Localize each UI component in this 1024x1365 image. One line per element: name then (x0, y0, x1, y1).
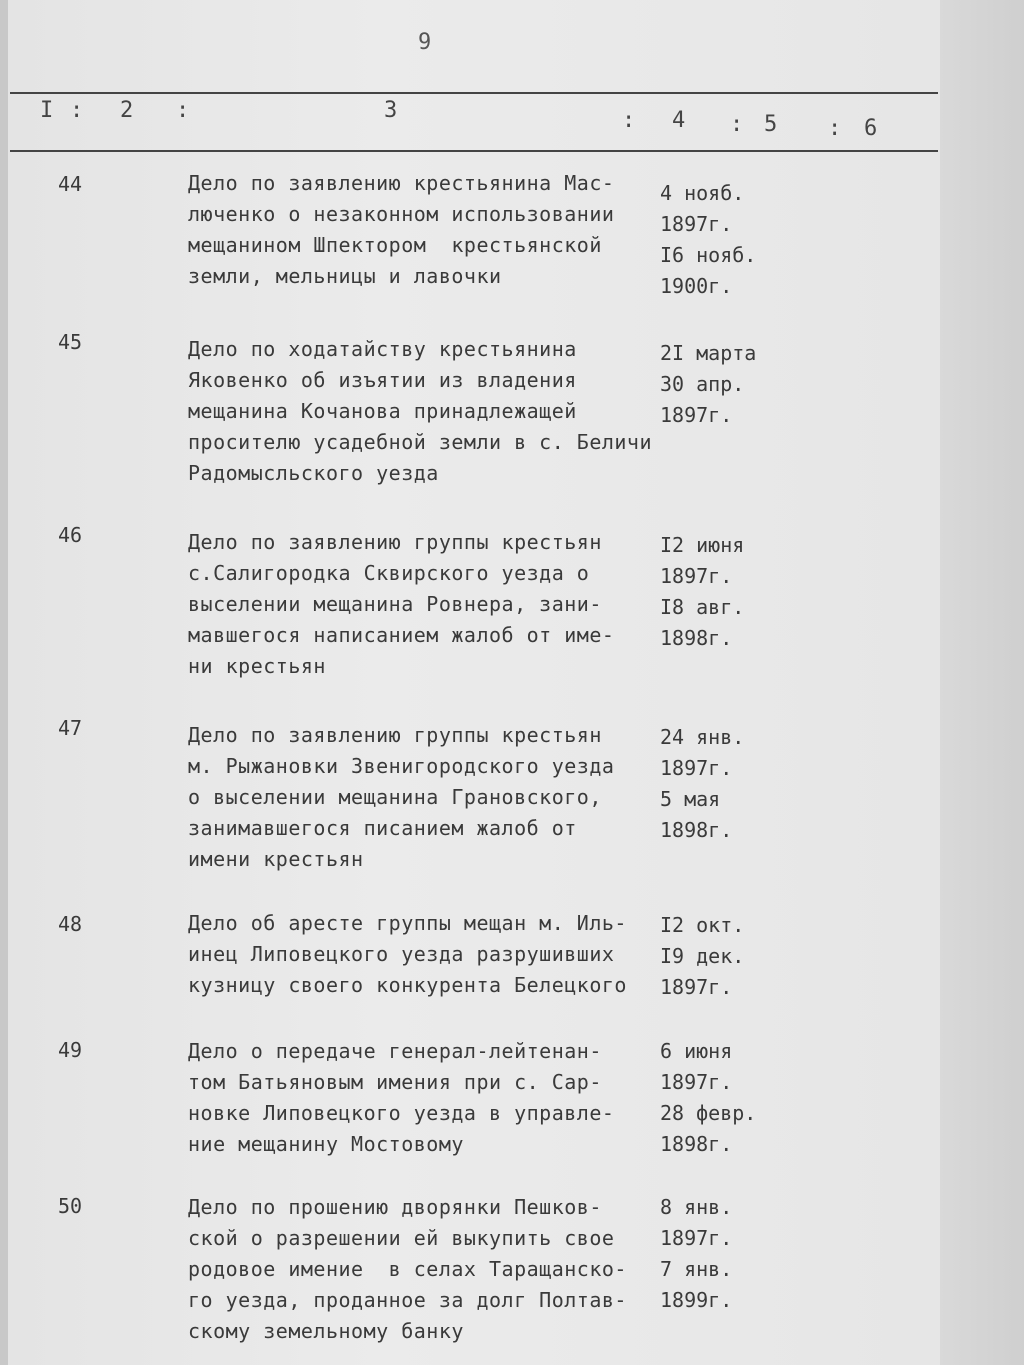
entry-dates: 2I марта 30 апр. 1897г. (660, 341, 757, 427)
header-col-6: 6 (864, 116, 878, 141)
header-separator: : (730, 112, 744, 137)
entry-number: 46 (58, 523, 83, 547)
entry-description: Дело о передаче генерал-лейтенан- том Батьяновым имения при с. Сар- новке Липовецкого уезда в управле- ние мещанину Мостовому (188, 1039, 615, 1156)
header-separator: : (70, 98, 84, 123)
header-separator: : (176, 98, 190, 123)
entry-number: 45 (58, 330, 83, 354)
entry-dates: I2 июня 1897г. I8 авг. 1898г. (660, 533, 745, 650)
entry-number: 48 (58, 912, 83, 936)
header-col-4: 4 (672, 108, 686, 133)
header-col-1: I (40, 98, 54, 123)
page-number: 9 (418, 30, 432, 55)
entry-number: 49 (58, 1038, 83, 1062)
entry-description: Дело об аресте группы мещан м. Иль- инец Липовецкого уезда разрушивших кузницу своего конкурента Белецкого (188, 911, 627, 997)
entry-dates: I2 окт. I9 дек. 1897г. (660, 913, 745, 999)
entry-number: 50 (58, 1194, 83, 1218)
header-bottom-rule (10, 150, 938, 152)
entry-number: 47 (58, 716, 83, 740)
page-edge-background (940, 0, 1024, 1365)
entry-description: Дело по прошению дворянки Пешков- ской о разрешении ей выкупить свое родовое имение в селах Таращанско- го уезда, проданное за долг Полтав- скому земельному банку (188, 1195, 627, 1343)
entry-description: Дело по заявлению крестьянина Мас- люченко о незаконном использовании мещанином Шпектором крестьянской земли, мельницы и лавочки (188, 171, 615, 288)
entry-dates: 6 июня 1897г. 28 февр. 1898г. (660, 1039, 757, 1156)
header-top-rule (10, 92, 938, 94)
header-separator: : (622, 108, 636, 133)
entry-dates: 8 янв. 1897г. 7 янв. 1899г. (660, 1195, 733, 1312)
header-separator: : (828, 116, 842, 141)
document-page (8, 0, 940, 1365)
entry-description: Дело по заявлению группы крестьян с.Салигородка Сквирского уезда о выселении мещанина Ровнера, зани- мавшегося написанием жалоб от име- ни крестьян (188, 530, 615, 678)
entry-number: 44 (58, 172, 83, 196)
entry-description: Дело по ходатайству крестьянина Яковенко об изъятии из владения мещанина Кочанова принадлежащей просителю усадебной земли в с. Беличи Радомысльского уезда (188, 337, 653, 485)
header-col-2: 2 (120, 98, 134, 123)
entry-dates: 4 нояб. 1897г. I6 нояб. 1900г. (660, 181, 757, 298)
header-col-5: 5 (764, 112, 778, 137)
header-col-3: 3 (384, 98, 398, 123)
entry-dates: 24 янв. 1897г. 5 мая 1898г. (660, 725, 745, 842)
entry-description: Дело по заявлению группы крестьян м. Рыжановки Звенигородского уезда о выселении мещанина Грановского, занимавшегося писанием жалоб от имени крестьян (188, 723, 615, 871)
